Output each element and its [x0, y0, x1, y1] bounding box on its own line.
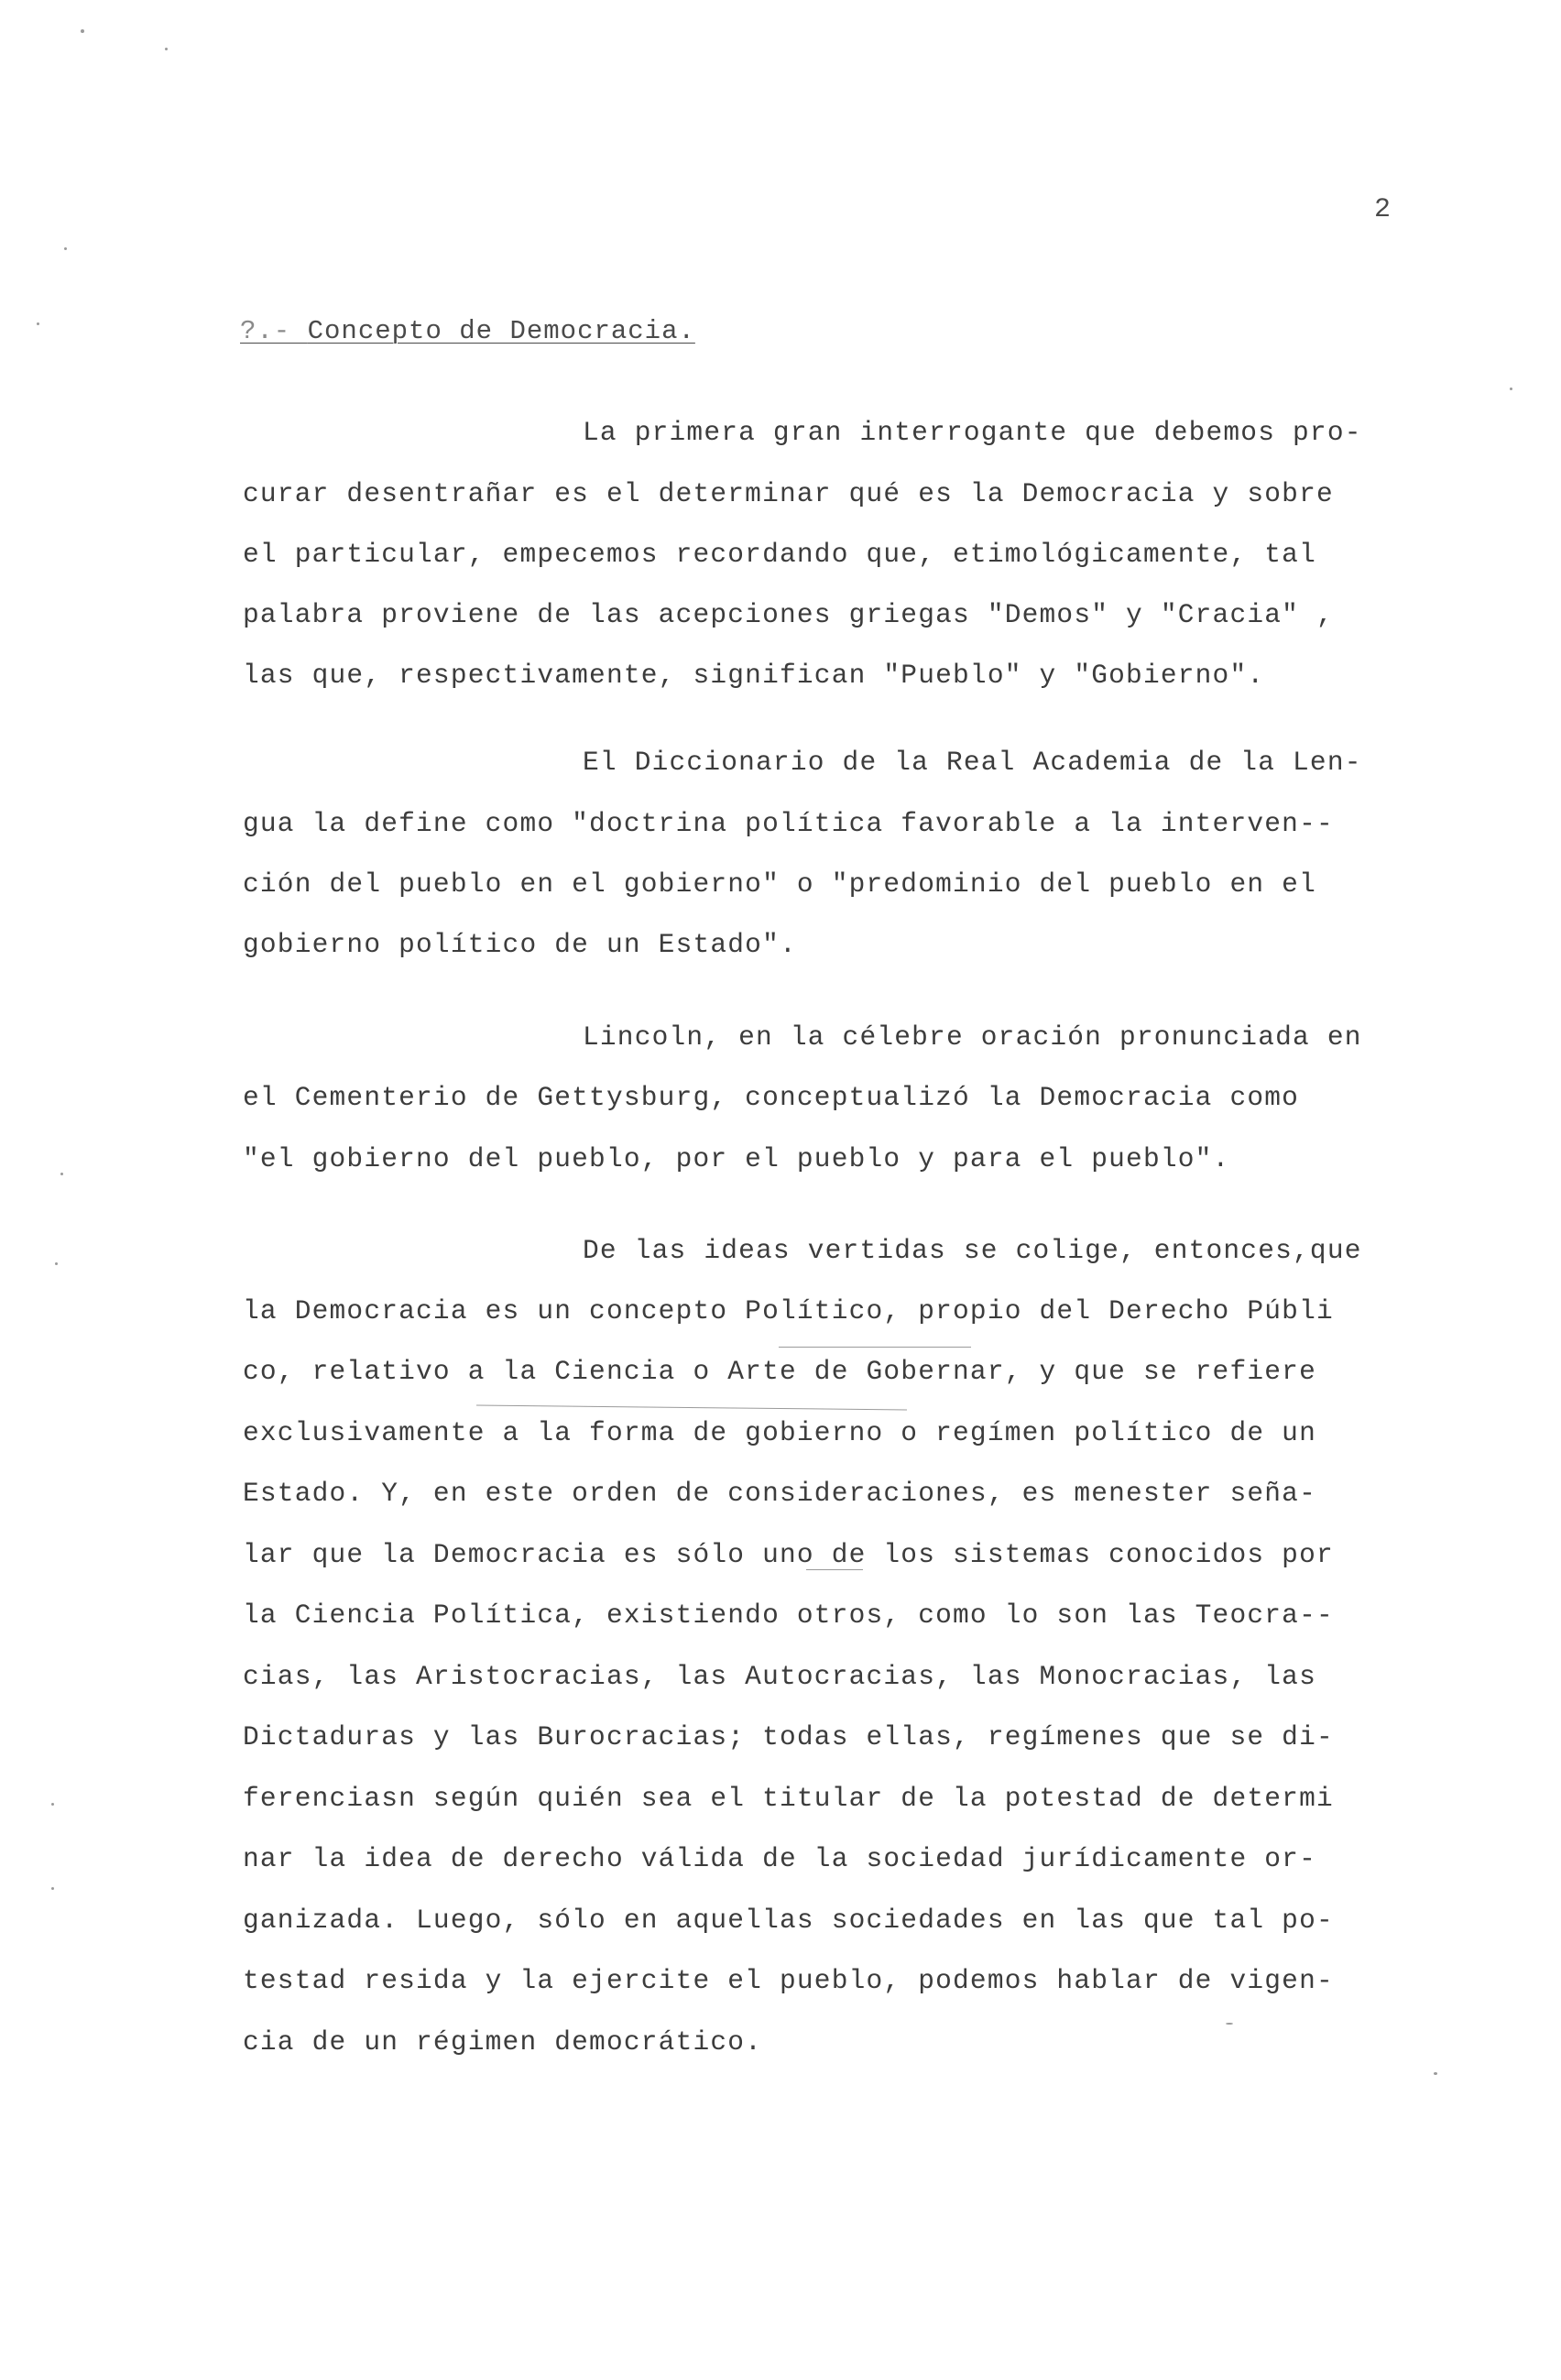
pencil-underline-mark — [476, 1405, 907, 1411]
section-heading — [240, 316, 695, 346]
scan-speck — [165, 48, 168, 50]
underline-mark — [806, 1569, 863, 1570]
text-line: nar la idea de derecho válida de la sociedad jurídicamente or- — [243, 1843, 1316, 1874]
text-line: el particular, empecemos recordando que, etimológicamente, tal — [243, 539, 1316, 570]
text-line: Dictaduras y las Burocracias; todas ellas, regímenes que se di- — [243, 1721, 1334, 1752]
section-heading-title: Concepto de Democracia. — [307, 316, 695, 346]
scan-speck — [64, 247, 67, 250]
text-line: curar desentrañar es el determinar qué es la Democracia y sobre — [243, 478, 1334, 509]
text-line: el Cementerio de Gettysburg, conceptualizó la Democracia como — [243, 1082, 1300, 1113]
section-heading-prefix: ?.- — [240, 316, 308, 346]
scan-speck — [60, 1173, 63, 1175]
scan-speck — [51, 1887, 54, 1890]
scan-speck — [55, 1262, 58, 1265]
text-line: Estado. Y, en este orden de consideraciones, es menester seña- — [243, 1478, 1316, 1509]
text-line: cia de un régimen democrático. — [243, 2026, 763, 2058]
text-line: testad resida y la ejercite el pueblo, podemos hablar de vigen- — [243, 1965, 1334, 1996]
scan-speck — [37, 322, 39, 325]
pencil-underline-mark — [779, 1347, 971, 1348]
scan-speck — [1226, 2023, 1233, 2025]
text-line: gobierno político de un Estado". — [243, 929, 797, 960]
text-line: De las ideas vertidas se colige, entonces,que — [583, 1235, 1362, 1266]
page-number: 2 — [1374, 194, 1392, 225]
scan-speck — [1510, 388, 1512, 390]
text-line: gua la define como "doctrina política favorable a la interven-- — [243, 808, 1334, 839]
text-line: ganizada. Luego, sólo en aquellas sociedades en las que tal po- — [243, 1905, 1334, 1936]
text-line: Lincoln, en la célebre oración pronunciada en — [583, 1021, 1362, 1053]
text-line: "el gobierno del pueblo, por el pueblo y para el pueblo". — [243, 1143, 1230, 1174]
text-line: ción del pueblo en el gobierno" o "predominio del pueblo en el — [243, 868, 1316, 900]
scan-speck — [1434, 2072, 1437, 2075]
scan-speck — [51, 1803, 54, 1806]
text-line: El Diccionario de la Real Academia de la Len- — [583, 747, 1362, 778]
text-line: La primera gran interrogante que debemos pro- — [583, 417, 1362, 448]
text-line: las que, respectivamente, significan "Pueblo" y "Gobierno". — [243, 660, 1265, 691]
text-line: la Ciencia Política, existiendo otros, como lo son las Teocra-- — [243, 1599, 1334, 1631]
scan-speck — [81, 29, 84, 33]
text-line: exclusivamente a la forma de gobierno o regímen político de un — [243, 1417, 1316, 1448]
text-line: cias, las Aristocracias, las Autocracias, las Monocracias, las — [243, 1661, 1316, 1692]
text-line: la Democracia es un concepto Político, propio del Derecho Públi — [243, 1295, 1334, 1326]
text-line: co, relativo a la Ciencia o Arte de Gobernar, y que se refiere — [243, 1356, 1316, 1387]
text-line: lar que la Democracia es sólo uno de los sistemas conocidos por — [243, 1539, 1334, 1570]
text-line: palabra proviene de las acepciones griegas "Demos" y "Cracia" , — [243, 599, 1334, 630]
text-line: ferenciasn según quién sea el titular de la potestad de determi — [243, 1783, 1334, 1814]
